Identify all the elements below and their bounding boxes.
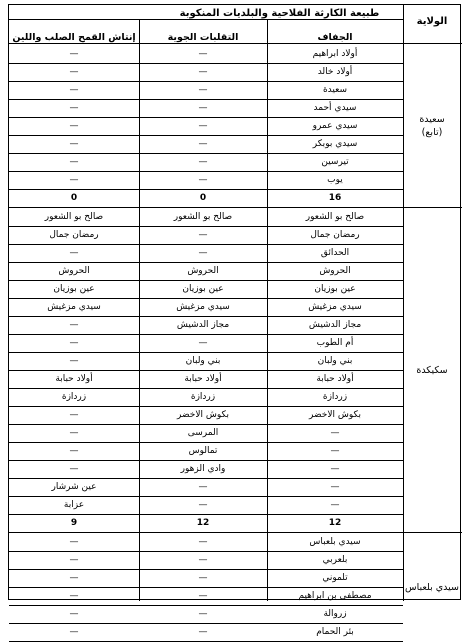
cell-weather: — (198, 230, 208, 240)
cell-drought: سيدي مزغيش (308, 302, 362, 312)
cell-fire: — (69, 175, 79, 185)
cell-drought: — (330, 482, 340, 492)
cell-fire: — (69, 537, 79, 547)
cell-fire: — (69, 591, 79, 601)
cell-drought: — (330, 446, 340, 456)
cell-drought: رمضان جمال (310, 230, 360, 240)
wilaya-label (403, 113, 461, 139)
cell-weather: بني ولبان (185, 356, 221, 366)
cell-weather: — (198, 121, 208, 131)
cell-drought: مجاز الدشيش (308, 320, 362, 330)
cell-weather: زردازة (190, 392, 216, 402)
cell-fire: — (69, 410, 79, 420)
cell-drought: بكوش الاخضر (309, 410, 361, 420)
cell-weather: — (198, 175, 208, 185)
cell-fire: — (69, 555, 79, 565)
cell-fire: — (69, 139, 79, 149)
cell-drought: بني ولبان (317, 356, 353, 366)
cell-fire: رمضان جمال (49, 230, 99, 240)
cell-fire: — (69, 446, 79, 456)
cell-weather: سيدي مزغيش (176, 302, 230, 312)
cell-fire: — (69, 103, 79, 113)
cell-fire: زردازة (61, 392, 87, 402)
cell-drought: الحدائق (320, 248, 350, 258)
cell-drought: سيدي عمرو (312, 121, 358, 131)
cell-drought: زردازة (322, 392, 348, 402)
header-bottom-rule (9, 43, 462, 44)
cell-drought: الحروش (319, 266, 351, 276)
cell-drought: — (330, 500, 340, 510)
cell-weather: — (198, 591, 208, 601)
cell-drought: أولاد خالد (317, 67, 353, 77)
cell-fire: — (69, 338, 79, 348)
total-drought: 12 (328, 518, 342, 528)
cell-drought: أم الطوب (316, 338, 354, 348)
cell-drought: يوب (327, 175, 343, 185)
total-drought: 16 (328, 193, 342, 203)
wilaya-label (403, 364, 461, 377)
cell-fire: — (69, 85, 79, 95)
document-page (8, 4, 461, 637)
wilaya-column-rule (403, 5, 404, 601)
total-fire: 0 (70, 193, 78, 203)
cell-weather: — (198, 573, 208, 583)
wilaya-name: سيدي بلعباس (405, 581, 459, 593)
cell-drought: عين بوزيان (314, 284, 356, 294)
group-header-divider (9, 19, 403, 20)
cell-drought: — (330, 464, 340, 474)
group-header: طبيعة الكارثة الفلاحية والبلديات المنكوبة (179, 8, 380, 19)
wilaya-note: (تابع) (421, 127, 443, 138)
wilaya-name: سكيكدة (416, 364, 448, 376)
cell-drought: — (330, 428, 340, 438)
cell-drought: سيدي بلعباس (309, 537, 361, 547)
cell-weather: — (198, 139, 208, 149)
total-weather: 0 (199, 193, 207, 203)
cell-weather: — (198, 157, 208, 167)
cell-drought: أولاد حبابة (316, 374, 354, 384)
header-weather: التقلبات الجوية (167, 32, 239, 43)
cell-drought: مصطفى بن ابراهيم (298, 591, 372, 601)
cell-fire: — (69, 627, 79, 637)
cell-weather: وادي الزهور (180, 464, 226, 474)
cell-fire: — (69, 609, 79, 619)
cell-fire: — (69, 464, 79, 474)
cell-drought: أولاد ابراهيم (312, 49, 358, 59)
cell-fire: — (69, 356, 79, 366)
cell-drought: زروالة (323, 609, 347, 619)
cell-fire: سيدي مزغيش (47, 302, 101, 312)
cell-drought: صالح بو الشعور (305, 212, 365, 222)
cell-weather: — (198, 49, 208, 59)
cell-drought: سعيدة (322, 85, 348, 95)
cell-weather: بكوش الاخضر (177, 410, 229, 420)
cell-fire: — (69, 157, 79, 167)
cell-weather: — (198, 338, 208, 348)
cell-weather: الحروش (187, 266, 219, 276)
header-drought: الجفاف (317, 32, 353, 43)
cell-weather: — (198, 248, 208, 258)
cell-fire: — (69, 121, 79, 131)
cell-drought: تيرسين (321, 157, 349, 167)
cell-weather: — (198, 103, 208, 113)
header-wilaya: الولاية (416, 16, 448, 27)
cell-weather: — (198, 537, 208, 547)
total-weather: 12 (196, 518, 210, 528)
cell-fire: الحروش (58, 266, 90, 276)
cell-weather: أولاد حبابة (184, 374, 222, 384)
cell-fire: عين شرشار (51, 482, 97, 492)
cell-weather: صالح بو الشعور (173, 212, 233, 222)
cell-fire: — (69, 248, 79, 258)
cell-fire: — (69, 428, 79, 438)
wilaya-name: سعيدة (419, 114, 445, 125)
cell-fire: — (69, 67, 79, 77)
cell-weather: المرسى (187, 428, 219, 438)
cell-fire: عين بوزيان (53, 284, 95, 294)
wilaya-label (403, 581, 461, 594)
cell-weather: — (198, 67, 208, 77)
cell-weather: — (198, 609, 208, 619)
cell-drought: بلعربي (322, 555, 348, 565)
cell-weather: تمالوس (188, 446, 218, 456)
cell-weather: — (198, 85, 208, 95)
cell-drought: سيدي بوبكر (312, 139, 358, 149)
cell-weather: عين بوزيان (182, 284, 224, 294)
cell-fire: صالح بو الشعور (44, 212, 104, 222)
cell-fire: — (69, 320, 79, 330)
cell-drought: تلموني (322, 573, 348, 583)
cell-fire: أولاد حبابة (55, 374, 93, 384)
header-fire: إنتاش القمح الصلب واللين (12, 32, 136, 43)
cell-weather: — (198, 627, 208, 637)
cell-drought: بئر الحمام (316, 627, 354, 637)
cell-fire: عزابة (63, 500, 85, 510)
cell-weather: — (198, 500, 208, 510)
cell-fire: — (69, 573, 79, 583)
cell-fire: — (69, 49, 79, 59)
cell-weather: مجاز الدشيش (176, 320, 230, 330)
cell-weather: — (198, 482, 208, 492)
total-fire: 9 (70, 518, 78, 528)
cell-drought: سيدي أحمد (313, 103, 357, 113)
cell-weather: — (198, 555, 208, 565)
